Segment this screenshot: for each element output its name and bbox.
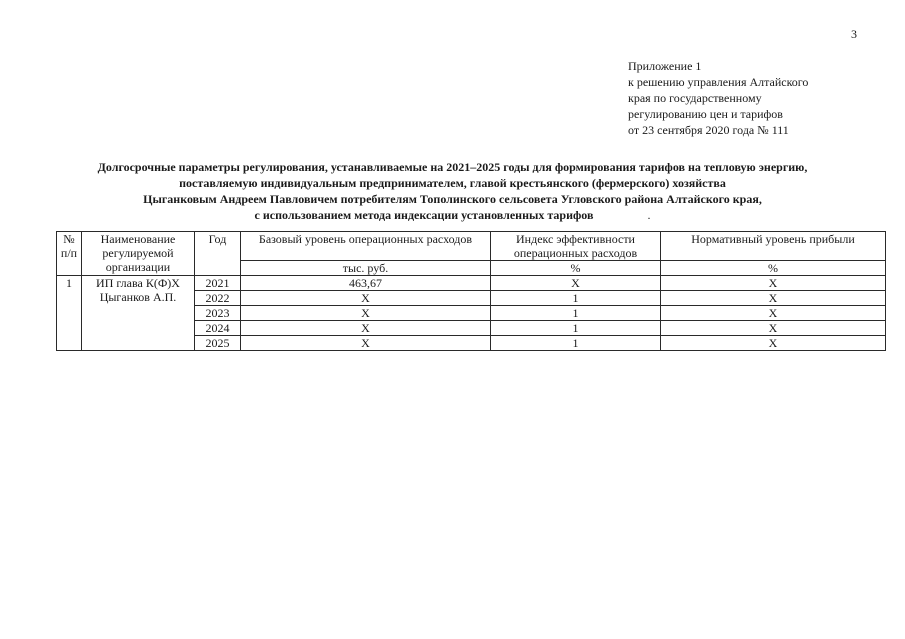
cell-profit: Х <box>661 306 886 321</box>
unit-index: % <box>491 261 661 276</box>
entry-num: 1 <box>57 276 82 351</box>
page-number: 3 <box>851 27 857 41</box>
cell-base: Х <box>241 321 491 336</box>
document-title <box>0 159 905 223</box>
appendix-block <box>628 58 888 138</box>
title-line: поставляемую индивидуальным предпринимателем, главой крестьянского (фермерского) хозяйства <box>179 176 726 190</box>
cell-profit: Х <box>661 291 886 306</box>
header-year: Год <box>195 232 241 276</box>
title-line <box>0 207 905 223</box>
cell-index: 1 <box>491 291 661 306</box>
unit-base: тыс. руб. <box>241 261 491 276</box>
cell-index: 1 <box>491 306 661 321</box>
title-line: Цыганковым Андреем Павловичем потребителям Тополинского сельсовета Угловского района Алтайского края, <box>143 192 762 206</box>
unit-profit: % <box>661 261 886 276</box>
appendix-line: от 23 сентября 2020 года № 111 <box>628 123 789 137</box>
cell-year: 2022 <box>195 291 241 306</box>
cell-year: 2024 <box>195 321 241 336</box>
cell-base: Х <box>241 291 491 306</box>
trailing-mark: . <box>647 208 651 222</box>
header-index: Индекс эффективности операционных расходов <box>491 232 661 261</box>
appendix-line: Приложение 1 <box>628 59 702 73</box>
cell-base: 463,67 <box>241 276 491 291</box>
cell-year: 2023 <box>195 306 241 321</box>
cell-base: Х <box>241 306 491 321</box>
cell-year: 2021 <box>195 276 241 291</box>
cell-profit: Х <box>661 276 886 291</box>
table-row <box>57 276 886 291</box>
cell-base: Х <box>241 336 491 351</box>
cell-index: 1 <box>491 336 661 351</box>
cell-year: 2025 <box>195 336 241 351</box>
appendix-line: края по государственному <box>628 91 762 105</box>
cell-profit: Х <box>661 336 886 351</box>
appendix-line: регулированию цен и тарифов <box>628 107 783 121</box>
header-num: № п/п <box>57 232 82 276</box>
cell-index: Х <box>491 276 661 291</box>
cell-index: 1 <box>491 321 661 336</box>
header-org: Наименование регулируемой организации <box>82 232 195 276</box>
header-base: Базовый уровень операционных расходов <box>241 232 491 261</box>
cell-profit: Х <box>661 321 886 336</box>
header-row <box>57 232 886 261</box>
title-line: Долгосрочные параметры регулирования, устанавливаемые на 2021–2025 годы для формирования тарифов на тепловую энергию, <box>97 160 808 174</box>
title-line-text: с использованием метода индексации установленных тарифов <box>254 208 594 222</box>
entry-org: ИП глава К(Ф)Х Цыганков А.П. <box>82 276 195 351</box>
appendix-line: к решению управления Алтайского <box>628 75 809 89</box>
header-profit: Нормативный уровень прибыли <box>661 232 886 261</box>
regulation-parameters-table <box>56 231 886 351</box>
